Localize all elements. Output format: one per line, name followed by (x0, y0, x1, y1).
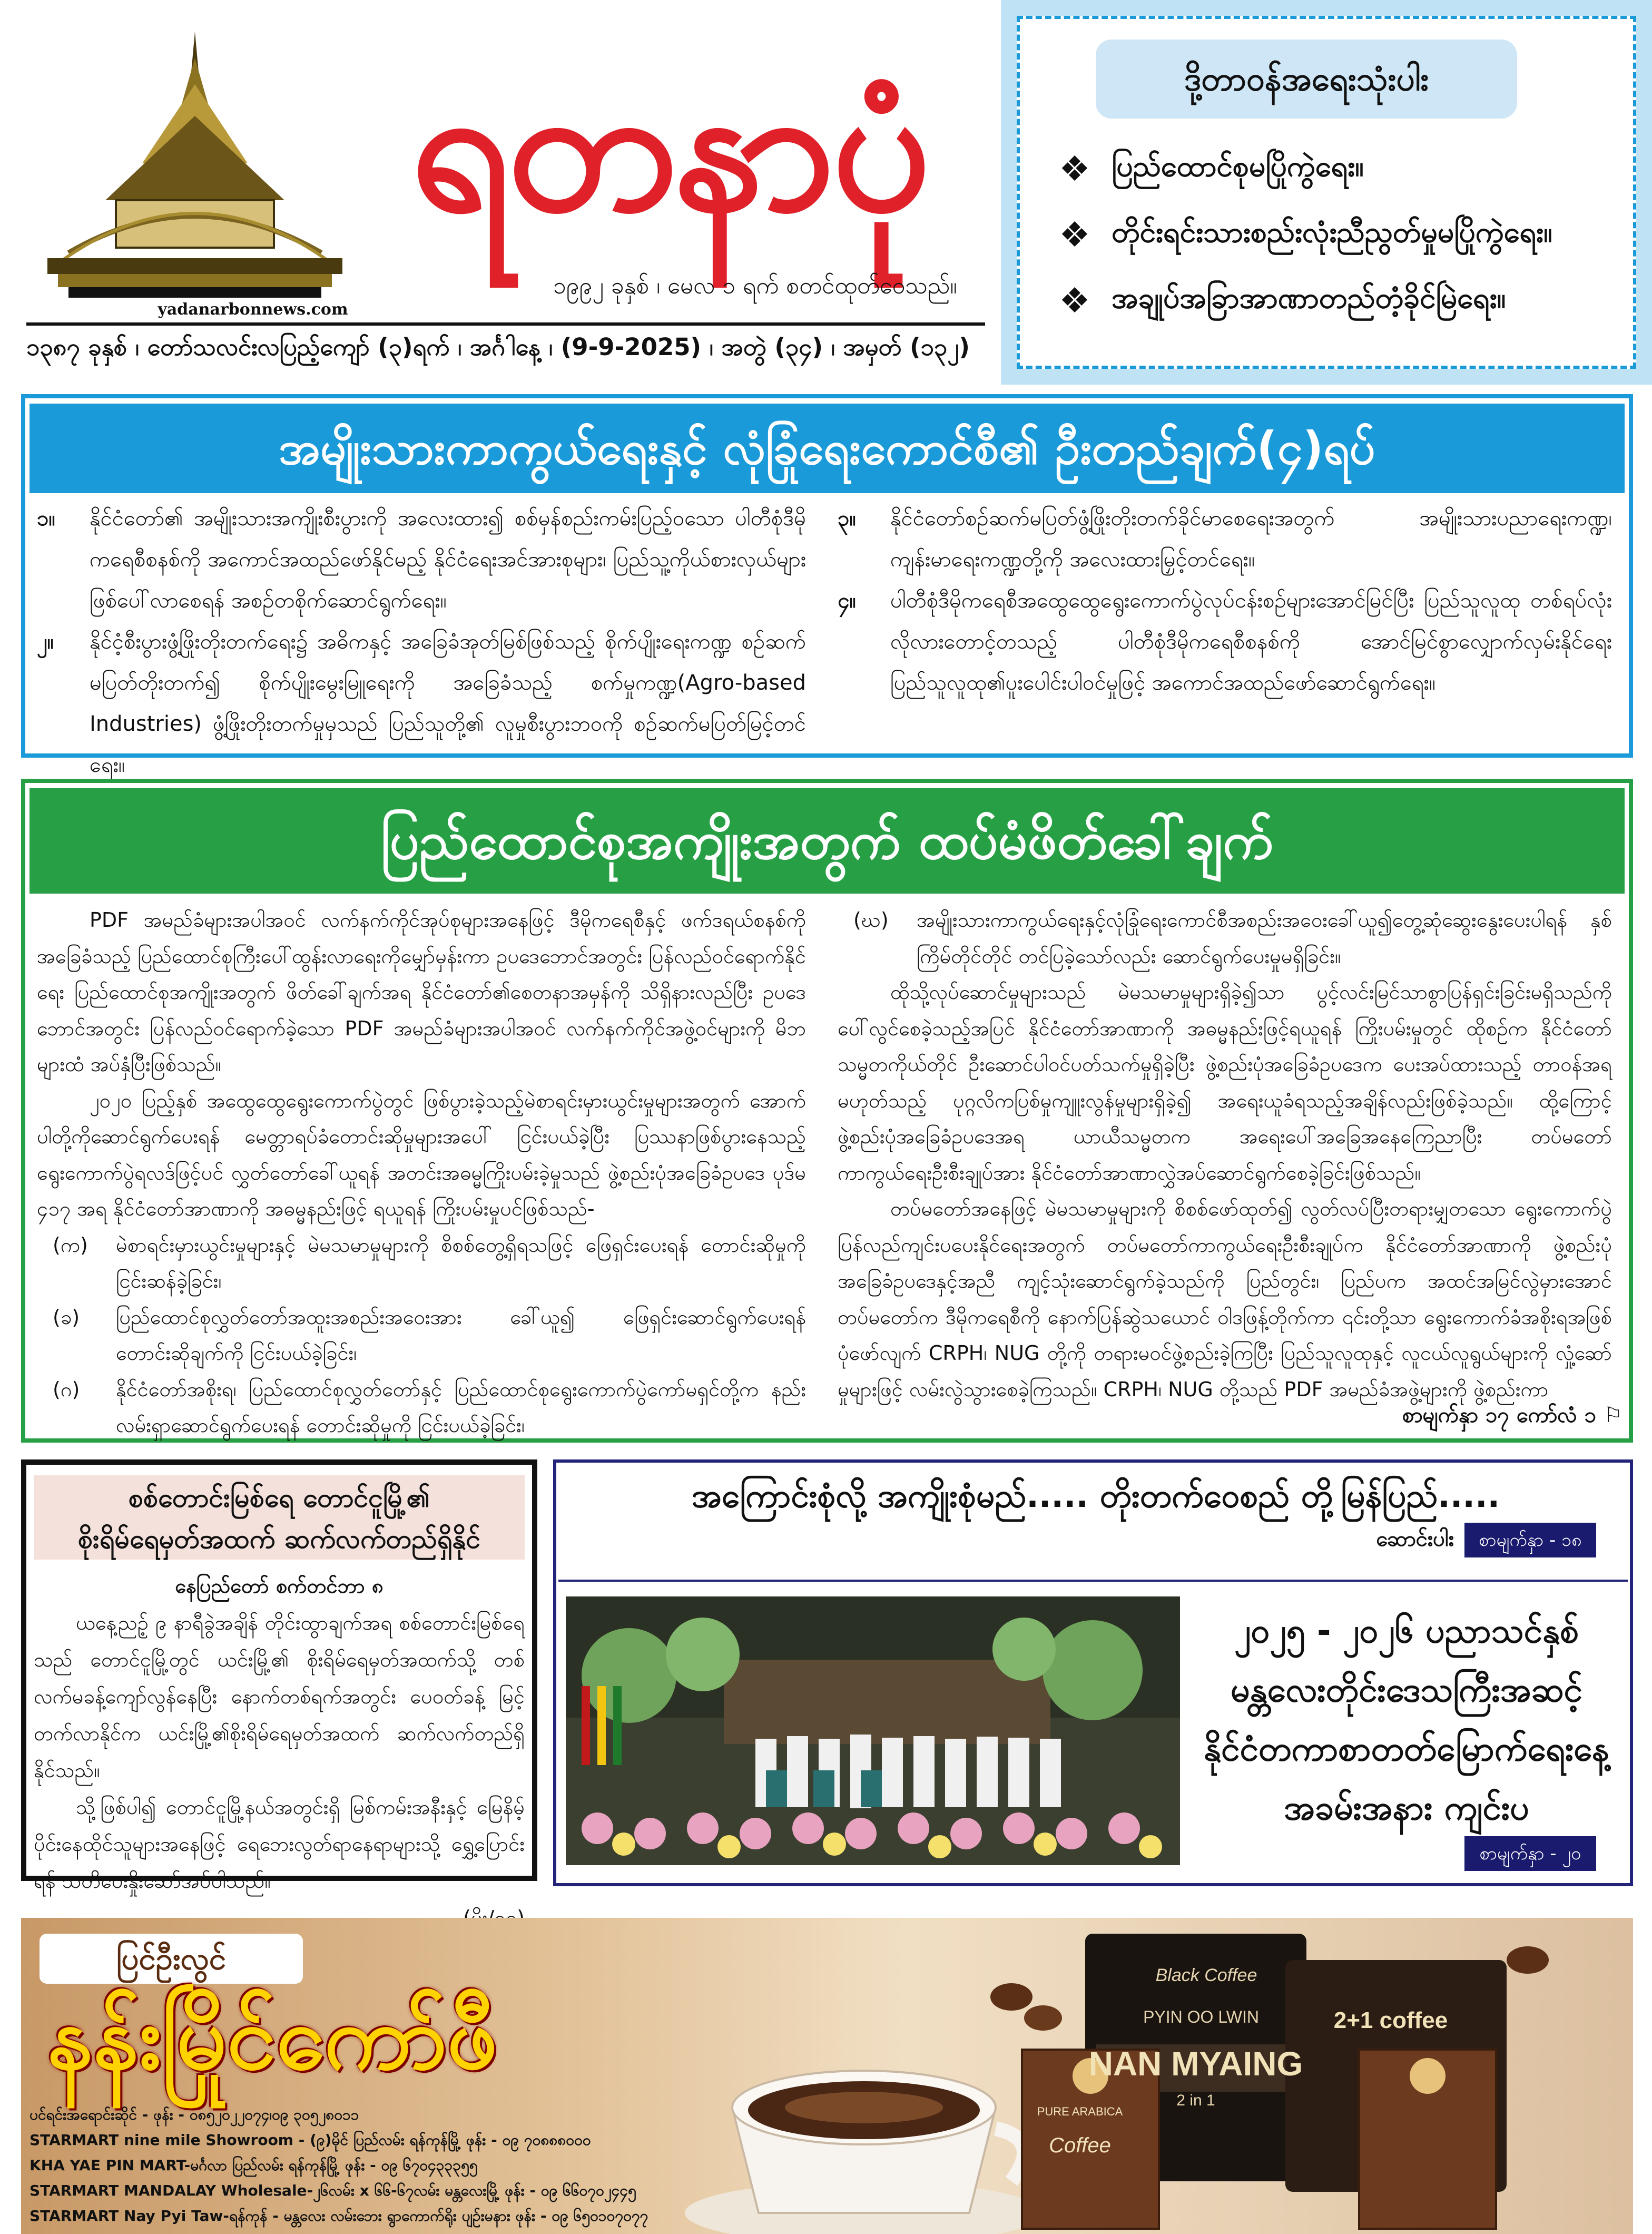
website-url: yadanarbonnews.com (158, 300, 348, 319)
objectives-left-column (37, 498, 806, 786)
photo-headline-line: ၂၀၂၅ - ၂၀၂၆ ပညာသင်နှစ် (1234, 1612, 1579, 1651)
objective-item (838, 580, 1612, 703)
news-dateline: နေပြည်တော် စက်တင်ဘာ ၈ (175, 1574, 384, 1598)
ad-contact-line: ပင်ရင်းအရောင်းဆိုင် - ဖုန်း - ၀၈၅၂၀၂၂၀၇၄၊၀၉ ၃၀၅၂၈၀၁၁ (30, 2106, 359, 2123)
feature-subtitle: ဆောင်းပါး (1376, 1527, 1454, 1551)
news-paragraph: ယနေ့ညဥ့် ၉ နာရီခွဲအချိန် တိုင်းထွာချက်အရ စစ်တောင်းမြစ်ရေသည် တောင်ငူမြို့တွင် ယင်းမြို့၏ စိုးရိမ်ရေမှတ်အထက်သို့ တစ်လက်မခန့်ကျော်လွန်နေပြီး နောက်တစ်ရက်အတွင်း ပေ၀တ်ခန့် မြင့်တက်လာနိုင်က ယင်းမြို့၏စိုးရိမ်ရေမှတ်အထက် ဆက်လက်တည်ရှိနိုင်သည်။ (34, 1611, 525, 1782)
photo-headline[interactable] (1191, 1602, 1622, 1838)
statement-sub-item (37, 1227, 806, 1299)
objective-number: ၂။ (37, 630, 54, 654)
continued-reference[interactable] (1338, 1402, 1622, 1433)
objective-number: ၄။ (838, 589, 856, 613)
sub-item-label: (ဃ) (853, 908, 889, 932)
statement-sub-item (838, 902, 1612, 974)
ad-contact-list (30, 2102, 767, 2229)
page-reference-badge[interactable]: စာမျက်နှာ - ၁၈ (1464, 1523, 1596, 1557)
pack-label: PYIN OO LWIN (1143, 2007, 1259, 2026)
news-body (34, 1567, 525, 1936)
news-headline-line: စစ်တောင်းမြစ်ရေ တောင်ငူမြို့၏ (128, 1483, 430, 1513)
pack-label: NAN MYAING (1088, 2045, 1303, 2083)
objective-text: ပါတီစုံဒီမိုကရေစီအထွေထွေရွေးကောက်ပွဲလုပ်ငန်းစဉ်များအောင်မြင်ပြီး ပြည်သူလူထု တစ်ရပ်လုံး လိုလားတောင့်တသည့် ပါတီစုံဒီမိုကရေစီစနစ်ကို အောင်မြင်စွာလျှောက်လှမ်းနိုင်ရေး ပြည်သူလူထု၏ပူးပေါင်းပါဝင်မှုဖြင့် အကောင်အထည်ဖော်ဆောင်ရွက်ရေး။ (890, 589, 1612, 695)
diamond-bullet-icon: ❖ (1059, 280, 1090, 321)
objective-text: နိုင်ငံတော်စဉ်ဆက်မပြတ်ဖွံ့ဖြိုးတိုးတက်ခိုင်မာစေရေးအတွက် အမျိုးသားပညာရေးကဏ္ဍ၊ ကျန်းမာရေးကဏ္ဍတို့ကို အလေးထားမြှင့်တင်ရေး။ (890, 506, 1612, 572)
photo-headline-line: အခမ်းအနား ကျင်းပ (1284, 1789, 1529, 1828)
ad-contact-line: KHA YAE PIN MART-မင်္ဂလာ ပြည်လမ်း ရန်ကုန်မြို့ ဖုန်း - ၀၉ ၆၇၀၄၃၃၃၅၅ (30, 2157, 478, 2174)
diamond-bullet-icon: ❖ (1059, 149, 1090, 189)
sub-item-text: မဲစာရင်းမှားယွင်းမှုများနှင့် မဲမသမာမှုများကို စိစစ်တွေ့ရှိရသဖြင့် ဖြေရှင်းပေးရန် တောင်းဆိုမှုကို ငြင်းဆန်ခဲ့ခြင်း၊ (116, 1233, 806, 1292)
event-photo (566, 1596, 1180, 1865)
statement-sub-item (37, 1299, 806, 1371)
objective-item (838, 498, 1612, 580)
feature-divider (558, 1580, 1628, 1582)
objective-number: ၁။ (37, 506, 55, 531)
sub-item-label: (ဂ) (53, 1377, 80, 1401)
sub-item-text: နိုင်ငံတော်အစိုးရ၊ ပြည်ထောင်စုလွှတ်တော်နှင့် ပြည်ထောင်စုရွေးကောက်ပွဲကော်မရှင်တို့က နည်းလမ်းရှာဆောင်ရွက်ပေးရန် တောင်းဆိုမှုကို ငြင်းပယ်ခဲ့ခြင်း၊ (116, 1377, 806, 1437)
statement-paragraph: PDF အမည်ခံများအပါအဝင် လက်နက်ကိုင်အုပ်စုများအနေဖြင့် ဒီမိုကရေစီနှင့် ဖက်ဒရယ်စနစ်ကို အခြေခံသည့် ပြည်ထောင်စုကြီးပေါ်ထွန်းလာရေးကိုမျှော်မှန်းကာ ဥပဒေဘောင်အတွင်း ပြန်လည်ဝင်ရောက်နိုင်ရေး ပြည်ထောင်စုအကျိုးအတွက် ဖိတ်ခေါ်ချက်အရ နိုင်ငံတော်၏စေတနာအမှန်ကို သိရှိနားလည်ပြီး ဥပဒေဘောင်အတွင်း ပြန်လည်ဝင်ရောက်ခဲ့သော PDF အမည်ခံများအပါအဝင် လက်နက်ကိုင်အဖွဲ့ဝင်များကို မိဘများထံ အပ်နှံပြီးဖြစ်သည်။ (37, 908, 806, 1076)
sub-item-text: အမျိုးသားကာကွယ်ရေးနှင့်လုံခြုံရေးကောင်စီအစည်းအဝေးခေါ်ယူ၍တွေ့ဆုံဆွေးနွေးပေးပါရန် နှစ်ကြိမ်တိုင်တိုင် တင်ပြခဲ့သော်လည်း ဆောင်ရွက်ပေးမှုမရှိခြင်း။ (917, 908, 1612, 968)
pack-label: Black Coffee (1155, 1965, 1257, 1985)
statement-paragraph: တပ်မတော်အနေဖြင့် မဲမသမာမှုများကို စိစစ်ဖော်ထုတ်၍ လွတ်လပ်ပြီးတရားမျှတသော ရွေးကောက်ပွဲ ပြန်လည်ကျင်းပပေးနိုင်ရေးအတွက် တပ်မတော်ကာကွယ်ရေးဦးစီးချုပ်က နိုင်ငံတော်အာဏာကို ဖွဲ့စည်းပုံအခြေခံဥပဒေနှင့်အညီ ကျင့်သုံးဆောင်ရွက်ခဲ့သည်ကို ပြည်တွင်း၊ ပြည်ပက အထင်အမြင်လွဲမှားအောင် တပ်မတော်က ဒီမိုကရေစီကို နောက်ပြန်ဆွဲသယောင် ဝါဒဖြန့်တိုက်ကာ ၎င်းတို့သာ ရွေးကောက်ခံအစိုးရအဖြစ် ပုံဖော်လျက် CRPH၊ NUG တို့ကို တရားမဝင်ဖွဲ့စည်းခဲ့ကြပြီး ပြည်သူလူထုနှင့် လူငယ်လူရွယ်များကို လှုံ့ဆော်မှုများဖြင့် လမ်းလွဲသွားစေခဲ့ကြသည်။ CRPH၊ NUG တို့သည် PDF အမည်ခံအဖွဲ့များကို ဖွဲ့စည်းကာ (838, 1197, 1612, 1401)
coffee-pack-labels (664, 1918, 1622, 2234)
photo-headline-line: မန္တလေးတိုင်းဒေသကြီးအဆင့် (1231, 1671, 1582, 1710)
statement-left-column (37, 902, 806, 1444)
news-headline-line: စိုးရိမ်ရေမှတ်အထက် ဆက်လက်တည်ရှိနိုင် (77, 1524, 481, 1554)
news-paragraph: သို့ဖြစ်ပါ၍ တောင်ငူမြို့နယ်အတွင်းရှိ မြစ်ကမ်းအနီးနှင့် မြေနိမ့်ပိုင်းနေထိုင်သူများအနေဖြင့် ရေဘေးလွတ်ရာနေရာများသို့ ရွှေ့ပြောင်းရန် သတိပေးနှိုးဆော်အပ်ပါသည်။ (34, 1796, 525, 1893)
palace-logo (37, 26, 353, 321)
statement-sub-item (37, 1371, 806, 1444)
ad-contact-line: STARMART MANDALAY Wholesale-၂၆လမ်း x ၆၆-၆၇လမ်း မန္တလေးမြို့ ဖုန်း - ၀၉ ၆၆၀၇၀၂၄၄၅ (30, 2182, 636, 2199)
pack-label: PURE ARABICA (1037, 2105, 1123, 2118)
objective-item (37, 498, 806, 621)
slogan-item (1059, 279, 1628, 322)
objective-text: နိုင်ငံတော်၏ အမျိုးသားအကျိုးစီးပွားကို အလေးထား၍ စစ်မှန်စည်းကမ်းပြည့်ဝသော ပါတီစုံဒီမိုကရေစီစနစ်ကို အကောင်အထည်ဖော်နိုင်မည့် နိုင်ငံရေးအင်အားစုများ၊ ပြည်သူ့ကိုယ်စားလှယ်များဖြစ်ပေါ်လာစေရန် အစဉ်တစိုက်ဆောင်ရွက်ရေး။ (90, 506, 806, 613)
ad-brand-name: နန်းမြိုင်ကော်ဖီ (47, 1986, 498, 2089)
sub-item-text: ပြည်ထောင်စုလွှတ်တော်အထူးအစည်းအဝေးအား ခေါ်ယူ၍ ဖြေရှင်းဆောင်ရွက်ပေးရန် တောင်းဆိုချက်ကို ငြင်းပယ်ခဲ့ခြင်း၊ (116, 1305, 806, 1365)
sub-item-label: (က) (53, 1233, 88, 1257)
ad-contact-line: STARMART nine mile Showroom - (၉)မိုင် ပြည်လမ်း ရန်ကုန်မြို့ ဖုန်း - ၀၉ ၇၀၈၈၈၀၀၀ (30, 2131, 591, 2149)
slogan-title: ဒို့တာဝန်အရေးသုံးပါး (1096, 40, 1517, 119)
statement-paragraph: ၂၀၂၀ ပြည့်နှစ် အထွေထွေရွေးကောက်ပွဲတွင် ဖြစ်ပွားခဲ့သည့်မဲစာရင်းမှားယွင်းမှုများအတွက် အောက်ပါတို့ကိုဆောင်ရွက်ပေးရန် မေတ္တာရပ်ခံတောင်းဆိုမှုများအပေါ် ငြင်းပယ်ခဲ့ပြီး ပြဿနာဖြစ်ပွားနေသည့် ရွေးကောက်ပွဲရလဒ်ဖြင့်ပင် လွှတ်တော်ခေါ်ယူရန် အတင်းအဓမ္မကြိုးပမ်းခဲ့မှုသည် ဖွဲ့စည်းပုံအခြေခံဥပဒေ ပုဒ်မ ၄၁၇ အရ နိုင်ငံတော်အာဏာကို အဓမ္မနည်းဖြင့် ရယူရန် ကြိုးပမ်းမှုပင်ဖြစ်သည်- (37, 1089, 806, 1220)
ad-contact-line: STARMART Nay Pyi Taw-ရန်ကုန် - မန္တလေး လမ်းဘေး ရွာကောက်ရိုး ပျဉ်းမနား ဖုန်း - ၀၉ ၆၅၀၁၀၇၀၇၇ (30, 2207, 648, 2225)
objectives-right-column (838, 498, 1612, 703)
feature-headline[interactable]: အကြောင်းစုံလို့ အကျိုးစုံမည်..... တိုးတက်ဝေစည် တို့မြန်ပြည်..... (691, 1476, 1500, 1515)
slogan-text: တိုင်းရင်းသားစည်းလုံးညီညွတ်မှုမပြိုကွဲရေး။ (1112, 215, 1552, 249)
pack-label: Coffee (1049, 2134, 1111, 2157)
slogan-text: ပြည်ထောင်စုမပြိုကွဲရေး။ (1112, 149, 1364, 183)
objective-text: နိုင်ငံ့စီးပွားဖွံ့ဖြိုးတိုးတက်ရေး၌ အဓိကနှင့် အခြေခံအုတ်မြစ်ဖြစ်သည့် စိုက်ပျိုးရေးကဏ္ဍ စဉ်ဆက်မပြတ်တိုးတက်၍ စိုက်ပျိုးမွေးမြူရေးကို အခြေခံသည့် စက်မှုကဏ္ဍ(Agro-based Industries) ဖွံ့ဖြိုးတိုးတက်မှုမှသည် ပြည်သူတို့၏ လူမှုစီးပွားဘဝကို စဉ်ဆက်မပြတ်မြင့်တင်ရေး။ (90, 630, 806, 777)
slogan-item (1059, 213, 1628, 256)
pack-label: 2 in 1 (1176, 2092, 1215, 2109)
masthead-rule (26, 322, 985, 326)
sub-item-label: (ခ) (53, 1305, 80, 1329)
ad-brand-location: ပြင်ဦးလွင် (40, 1934, 303, 1984)
founding-line: ၁၉၉၂ ခုနှစ် ၊ မေလ ၁ ရက် စတင်ထုတ်ဝေသည်။ (553, 272, 957, 299)
objectives-title: အမျိုးသားကာကွယ်ရေးနှင့် လုံခြုံရေးကောင်စီ၏ ဦးတည်ချက်(၄)ရပ် (30, 404, 1625, 493)
page-reference-badge[interactable]: စာမျက်နှာ - ၂၀ (1464, 1836, 1596, 1871)
slogan-item (1059, 148, 1628, 190)
diamond-bullet-icon: ❖ (1059, 214, 1090, 255)
pack-label: 2+1 coffee (1333, 2007, 1448, 2033)
objective-item (37, 621, 806, 786)
statement-right-column (838, 902, 1612, 1407)
slogan-text: အချုပ်အခြာအာဏာတည်တံ့ခိုင်မြဲရေး။ (1112, 281, 1506, 315)
continued-text: စာမျက်နှာ ၁၇ ကော်လံ ၁ (1402, 1403, 1597, 1427)
objective-number: ၃။ (838, 506, 856, 531)
statement-paragraph: ထိုသို့လုပ်ဆောင်မှုများသည် မဲမသမာမှုများရှိခဲ့၍သာ ပွင့်လင်းမြင်သာစွာပြန်ရှင်းခြင်းမရှိသည်ကို ပေါ်လွင်စေခဲ့သည့်အပြင် နိုင်ငံတော်အာဏာကို အဓမ္မနည်းဖြင့်ရယူရန် ကြိုးပမ်းမှုတွင် ထိုစဉ်က နိုင်ငံတော်သမ္မတကိုယ်တိုင် ဦးဆောင်ပါဝင်ပတ်သက်မှုရှိခဲ့ပြီး ဖွဲ့စည်းပုံအခြေခံဥပဒေက ပေးအပ်ထားသည့် တာဝန်အရ မဟုတ်သည့် ပုဂ္ဂလိကပြစ်မှုကျူးလွန်မှုများရှိခဲ့၍ အရေးယူခံရသည့်အချိန်လည်းဖြစ်ခဲ့သည်။ ထို့ကြောင့် ဖွဲ့စည်းပုံအခြေခံဥပဒေအရ ယာယီသမ္မတက အရေးပေါ်အခြေအနေကြေညာပြီး တပ်မတော်ကာကွယ်ရေးဦးစီးချုပ်အား နိုင်ငံတော်အာဏာလွှဲအပ်ဆောင်ရွက်စေခဲ့ခြင်းဖြစ်သည်။ (838, 981, 1612, 1184)
statement-title: ပြည်ထောင်စုအကျိုးအတွက် ထပ်မံဖိတ်ခေါ်ချက် (30, 788, 1625, 894)
issue-date-line: ၁၃၈၇ ခုနှစ် ၊ တော်သလင်းလပြည့်ကျော် (၃)ရက် ၊ အင်္ဂါနေ့ ၊ (9-9-2025) ၊ အတွဲ (၃၄) ၊ အမှတ် (၁၃၂) (26, 333, 970, 361)
flag-icon: ⚐ (1604, 1403, 1622, 1427)
news-headline (34, 1475, 525, 1560)
masthead-title: ရတနာပုံ (411, 45, 928, 250)
photo-headline-line: နိုင်ငံတကာစာတတ်မြောက်ရေးနေ့ (1203, 1730, 1610, 1769)
